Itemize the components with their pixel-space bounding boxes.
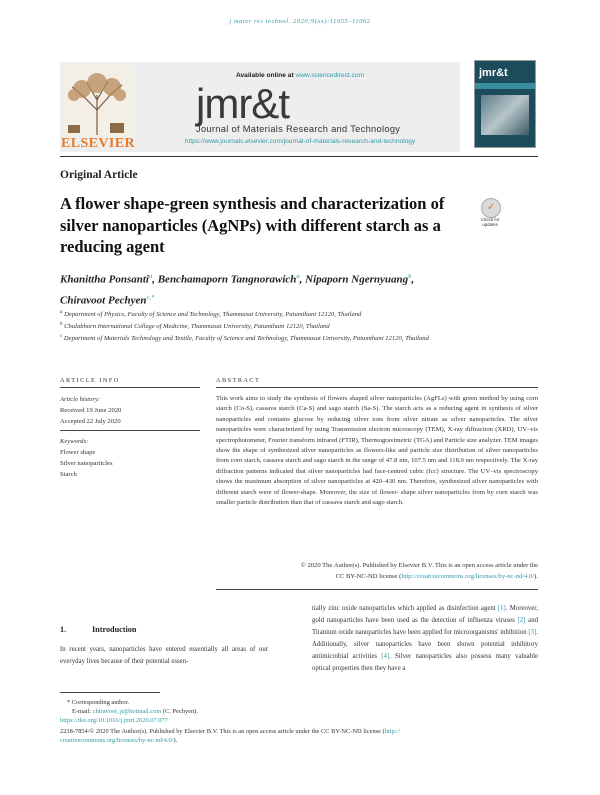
available-prefix: Available online at bbox=[235, 72, 296, 79]
footnote-rule bbox=[60, 692, 160, 693]
issn-license-line bbox=[60, 727, 538, 746]
abstract-rule bbox=[216, 387, 538, 388]
doi-link bbox=[60, 716, 538, 725]
citation-link[interactable]: [1] bbox=[497, 605, 506, 612]
publisher-wordmark: ELSEVIER bbox=[61, 136, 136, 151]
corresponding-email bbox=[72, 707, 550, 716]
affiliation-mark: c bbox=[60, 334, 63, 339]
abstract-bottom-rule bbox=[216, 589, 538, 590]
affiliation-text: Chulabhorn International College of Medicine, Thammasat University, Patumthani 12120, Thailand bbox=[64, 323, 330, 331]
email-link[interactable]: chiravoot_p@hotmail.com bbox=[92, 708, 162, 715]
check-updates-icon: ✓ bbox=[481, 198, 501, 218]
abstract-body: This work aims to study the synthesis of flowers shaped silver nanoparticles (AgFLs) with green method by using corn starch (Co-S), cassava starch (Ca-S) and sago starch (Sa-S). The starch acts as a reducing agent in synthesis of silver nanoparticles and contains glucose by reducing silver ions from silver nitrate as silver nanoparticles. The silver nanoparticles were characterized by using Transmission electron microscopy (TEM), X-ray diffraction (XRD), UV–vis spectrophotometer, Fourier transform infrared (FTIR), Thermogravimetric (TGA) and Particle size analyzer. TEM images show the shape of synthesized silver nanoparticles as flowers-like and particle size distribution of silver nanoparticles from corn starch, cassava starch and sago starch in the range of 47.8 nm, 107.5 nm and 118.9 nm respectively. The X-ray diffraction patterns indicated that silver nanoparticles had face-centred cubic (fcc) structure. The UV–vis spectroscopy shows the maximum absorption of silver nanoparticles at 420–430 nm. Therefore, synthesized silver nanoparticles with different starch were of flower-shape. Moreover, the size of flower- shape silver nanoparticles from by corn starch was smaller particle distribution than that of cassava starch and sago starch. bbox=[216, 395, 538, 507]
author-name[interactable]: Benchamaporn Tangnorawich bbox=[157, 273, 297, 286]
email-label: E-mail: bbox=[72, 708, 93, 715]
author-affiliation-mark[interactable]: c,* bbox=[146, 293, 155, 301]
author-list: Khanittha Ponsanti$^a$, Benchamaporn Tangnorawich$^a$, Nipaporn Ngernyuang$^b$, Chiravoot Pechyen$^{c,*}$ bbox=[60, 273, 415, 307]
journal-logo-text: jmr&t bbox=[196, 80, 289, 127]
cover-title: jmr&t bbox=[479, 67, 508, 79]
body-text: . Additionally, silver nanoparticles have been shown potential inhibitory antimicrobial activities bbox=[312, 628, 538, 660]
available-online bbox=[150, 72, 450, 79]
issn-suffix: ). bbox=[173, 737, 178, 745]
received-date: Received 19 June 2020 bbox=[60, 407, 122, 414]
footer-license-link[interactable]: http:// bbox=[384, 728, 400, 735]
intro-right-column bbox=[312, 603, 538, 674]
body-text: and Titanium oxide nanoparticles have been applied for microorganisms' inhibition bbox=[312, 616, 538, 636]
license-link[interactable]: http://creativecommons.org/licenses/by-nc-nd/4.0/ bbox=[401, 573, 535, 580]
body-text: tially zinc oxide nanoparticles which applied as disinfection agent bbox=[312, 605, 498, 612]
doi-url[interactable]: https://doi.org/10.1016/j.jmrt.2020.07.077 bbox=[60, 717, 168, 724]
article-type: Original Article bbox=[60, 169, 138, 181]
sciencedirect-link[interactable]: www.sciencedirect.com bbox=[295, 72, 364, 79]
section-number: 1. bbox=[60, 625, 67, 634]
author-affiliation-mark[interactable]: b bbox=[408, 273, 412, 280]
keywords-label: Keywords: bbox=[60, 438, 89, 445]
elsevier-tree-logo-icon bbox=[62, 65, 132, 137]
author-name[interactable]: Chiravoot Pechyen bbox=[60, 294, 147, 307]
author-name[interactable]: Nipaporn Ngernyuang bbox=[305, 273, 409, 286]
email-suffix: (C. Pechyen). bbox=[161, 708, 198, 715]
affiliation-mark: a bbox=[60, 310, 63, 315]
abstract-copyright: © 2020 The Author(s). Published by Elsevier B.V. This is an open access article under the bbox=[300, 562, 538, 569]
license-prefix: CC BY-NC-ND license ( bbox=[335, 573, 402, 580]
author-affiliation-mark[interactable]: a bbox=[296, 273, 300, 280]
keyword: Starch bbox=[60, 471, 77, 478]
keyword: Flower shape bbox=[60, 449, 96, 456]
cover-image bbox=[481, 95, 529, 135]
citation-link[interactable]: [2] bbox=[517, 616, 526, 624]
intro-left-column: In recent years, nanoparticles have entered essentially all areas of our everyday lives because of their potential essen- bbox=[60, 646, 268, 665]
affiliation-text: Department of Materials Technology and Textile, Faculty of Science and Technology, Thammasat University, Patumthani 12120, Thailand bbox=[63, 335, 429, 343]
footer-license-link[interactable]: creativecommons.org/licenses/by-nc-nd/4.0/ bbox=[60, 737, 174, 745]
issn-text: 2238-7854/© 2020 The Author(s). Published by Elsevier B.V. This is an open access article under the CC BY-NC-ND license ( bbox=[60, 728, 385, 735]
keywords-rule bbox=[60, 430, 200, 431]
journal-running-head: j mater res technol. 2020;9(xx):11055–11062 bbox=[229, 18, 371, 25]
affiliation bbox=[60, 308, 530, 319]
article-history-label: Article history: bbox=[60, 396, 101, 403]
affiliation bbox=[60, 332, 490, 343]
section-heading: Introduction bbox=[92, 625, 137, 634]
abstract-license bbox=[216, 572, 538, 582]
body-text: . Moreover, gold nanoparticles have been used as the detection of influenza viruses bbox=[312, 605, 538, 624]
cover-band bbox=[475, 83, 535, 89]
journal-full-name: Journal of Materials Research and Technology bbox=[196, 124, 401, 134]
citation-link[interactable]: [3] bbox=[528, 628, 537, 636]
journal-homepage-link[interactable]: https://www.journals.elsevier.com/journal-of-materials-research-and-technology bbox=[184, 138, 416, 145]
affiliation-text: Department of Physics, Faculty of Science and Technology, Thammasat University, Patumthani 12120, Thailand bbox=[64, 311, 362, 319]
author-name[interactable]: Khanittha Ponsanti bbox=[60, 273, 149, 286]
affiliation bbox=[60, 320, 530, 331]
check-updates-label: Check for updates bbox=[480, 217, 500, 227]
author-affiliation-mark[interactable]: a bbox=[148, 273, 153, 280]
license-suffix: ). bbox=[534, 573, 538, 580]
accepted-date: Accepted 22 July 2020 bbox=[60, 418, 121, 425]
citation-link[interactable]: [4] bbox=[381, 652, 390, 660]
keyword: Silver nanoparticles bbox=[60, 460, 113, 467]
article-info-heading: ARTICLE INFO bbox=[60, 377, 120, 384]
body-text: . Silver nanoparticles also possess many valuable optical properties then they have a bbox=[312, 652, 538, 672]
article-title: A flower shape-green synthesis and characterization of silver nanoparticles (AgNPs) with different starch as a reducing agent bbox=[60, 194, 445, 256]
article-info-rule bbox=[60, 387, 200, 388]
corresponding-author-note: * Corresponding author. bbox=[67, 699, 129, 706]
abstract-heading: ABSTRACT bbox=[216, 377, 261, 384]
affiliation-mark: b bbox=[60, 322, 63, 327]
header-divider bbox=[60, 156, 538, 157]
check-for-updates-badge[interactable] bbox=[479, 198, 501, 230]
journal-cover-thumbnail bbox=[474, 60, 536, 148]
